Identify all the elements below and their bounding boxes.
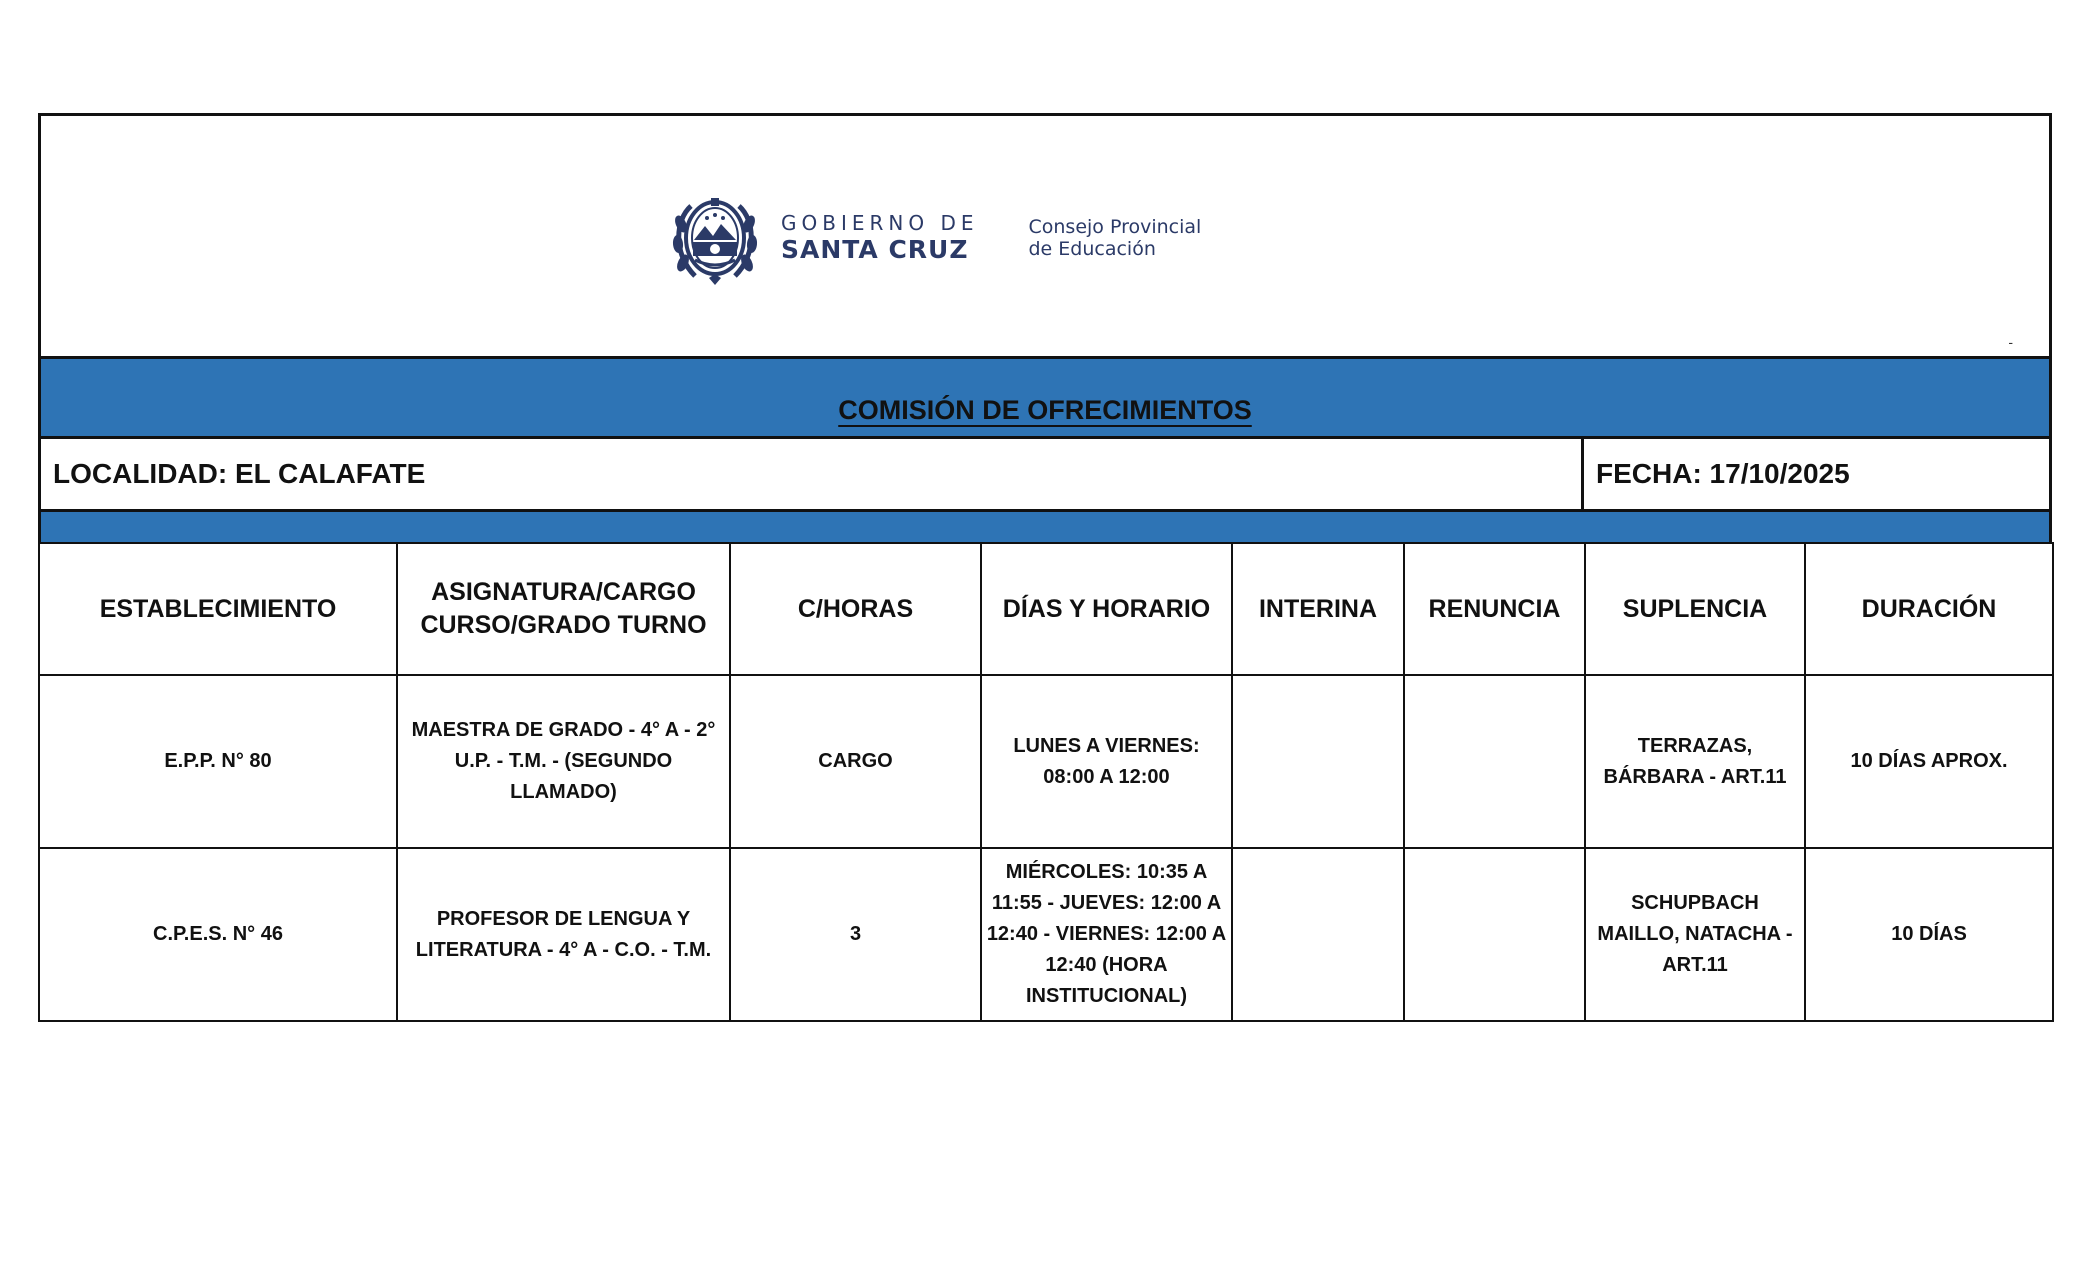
info-row bbox=[38, 436, 2052, 512]
col-header-interina: INTERINA bbox=[1232, 543, 1404, 675]
cell-duracion: 10 DÍAS bbox=[1805, 848, 2053, 1021]
page-title: COMISIÓN DE OFRECIMIENTOS bbox=[838, 395, 1252, 425]
council-line-2: de Educación bbox=[1028, 238, 1156, 260]
col-header-suplencia: SUPLENCIA bbox=[1585, 543, 1805, 675]
government-name bbox=[781, 211, 979, 265]
col-header-establecimiento: ESTABLECIMIENTO bbox=[39, 543, 397, 675]
government-line-2: SANTA CRUZ bbox=[781, 235, 969, 264]
cell-horas: CARGO bbox=[730, 675, 981, 848]
header-logo-box bbox=[38, 113, 2052, 356]
cell-interina bbox=[1232, 675, 1404, 848]
cell-horario: MIÉRCOLES: 10:35 A 11:55 - JUEVES: 12:00 A 12:40 - VIERNES: 12:00 A 12:40 (HORA INSTITUCIONAL) bbox=[981, 848, 1232, 1021]
table-row bbox=[39, 848, 2053, 1021]
government-logo bbox=[669, 188, 1201, 288]
cell-asignatura: MAESTRA DE GRADO - 4° A - 2° U.P. - T.M. - (SEGUNDO LLAMADO) bbox=[397, 675, 730, 848]
table-header-row bbox=[39, 543, 2053, 675]
government-line-1: GOBIERNO DE bbox=[781, 211, 979, 235]
cell-interina bbox=[1232, 848, 1404, 1021]
cell-suplencia: TERRAZAS, BÁRBARA - ART.11 bbox=[1585, 675, 1805, 848]
cell-suplencia: SCHUPBACH MAILLO, NATACHA - ART.11 bbox=[1585, 848, 1805, 1021]
council-line-1: Consejo Provincial bbox=[1028, 216, 1202, 238]
provincial-coat-of-arms-icon bbox=[669, 188, 761, 288]
col-header-horas: C/HORAS bbox=[730, 543, 981, 675]
localidad-label: LOCALIDAD: EL CALAFATE bbox=[41, 439, 1584, 509]
col-header-duracion: DURACIÓN bbox=[1805, 543, 2053, 675]
cell-establecimiento: E.P.P. N° 80 bbox=[39, 675, 397, 848]
cell-renuncia bbox=[1404, 848, 1585, 1021]
title-band bbox=[38, 356, 2052, 436]
cell-establecimiento: C.P.E.S. N° 46 bbox=[39, 848, 397, 1021]
blue-spacer-band bbox=[38, 512, 2052, 542]
table-row bbox=[39, 675, 2053, 848]
col-header-asignatura: ASIGNATURA/CARGO CURSO/GRADO TURNO bbox=[397, 543, 730, 675]
dash-mark: - bbox=[2008, 334, 2013, 350]
cell-horas: 3 bbox=[730, 848, 981, 1021]
col-header-renuncia: RENUNCIA bbox=[1404, 543, 1585, 675]
offers-table bbox=[38, 542, 2054, 1022]
cell-renuncia bbox=[1404, 675, 1585, 848]
cell-horario: LUNES A VIERNES: 08:00 A 12:00 bbox=[981, 675, 1232, 848]
col-header-horario: DÍAS Y HORARIO bbox=[981, 543, 1232, 675]
offer-sheet bbox=[38, 113, 2052, 1022]
council-name bbox=[1029, 216, 1202, 260]
cell-duracion: 10 DÍAS APROX. bbox=[1805, 675, 2053, 848]
cell-asignatura: PROFESOR DE LENGUA Y LITERATURA - 4° A - C.O. - T.M. bbox=[397, 848, 730, 1021]
fecha-label: FECHA: 17/10/2025 bbox=[1596, 458, 1850, 489]
